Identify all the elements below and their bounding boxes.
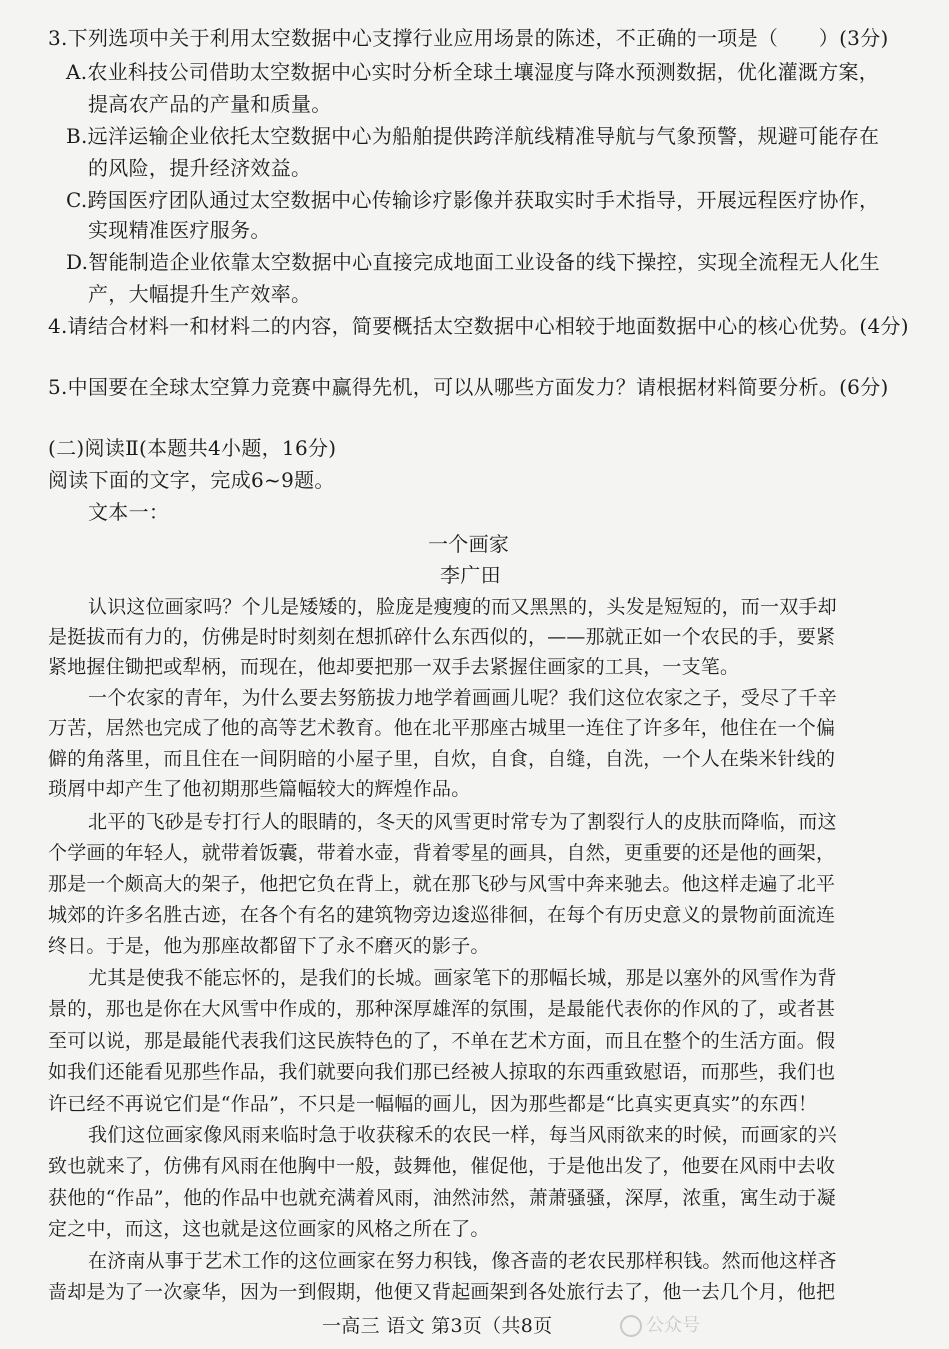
article-line: 城郊的许多名胜古迹，在各个有名的建筑物旁边逡巡徘徊，在每个有历史意义的景物前面流连 xyxy=(48,904,836,926)
watermark xyxy=(620,1311,700,1337)
text-label: 文本一： xyxy=(88,500,170,524)
article-line: 那是一个颇高大的架子，他把它负在背上，就在那飞砂与风雪中奔来驰去。他这样走遍了北平 xyxy=(48,873,836,895)
q3-stem: 3.下列选项中关于利用太空数据中心支撑行业应用场景的陈述，不正确的一项是（ ）(3分) xyxy=(48,26,889,50)
article-author: 李广田 xyxy=(440,563,501,587)
q3-option-a-line1: A.农业科技公司借助太空数据中心实时分析全球土壤湿度与降水预测数据，优化灌溉方案， xyxy=(66,60,880,84)
article-line: 终日。于是，他为那座故都留下了永不磨灭的影子。 xyxy=(48,935,490,957)
section-heading: (二)阅读Ⅱ(本题共4小题，16分) xyxy=(48,436,337,460)
article-line: 我们这位画家像风雨来临时急于收获稼禾的农民一样，每当风雨欲来的时候，而画家的兴 xyxy=(88,1124,837,1146)
q4-stem: 4.请结合材料一和材料二的内容，简要概括太空数据中心相较于地面数据中心的核心优势。(4分) xyxy=(48,314,909,338)
article-line: 致也就来了，仿佛有风雨在他胸中一般，鼓舞他，催促他，于是他出发了，他要在风雨中去收 xyxy=(48,1155,836,1177)
article-line: 一个农家的青年，为什么要去努筋拔力地学着画画儿呢？我们这位农家之子，受尽了千辛 xyxy=(88,687,837,709)
article-line: 尤其是使我不能忘怀的，是我们的长城。画家笔下的那幅长城，那是以塞外的风雪作为背 xyxy=(88,967,837,989)
q3-option-d-line2: 产，大幅提升生产效率。 xyxy=(88,282,312,306)
q3-option-b-line1: B.远洋运输企业依托太空数据中心为船舶提供跨洋航线精准导航与气象预警，规避可能存在 xyxy=(66,124,880,148)
article-line: 在济南从事于艺术工作的这位画家在努力积钱，像吝啬的老农民那样积钱。然而他这样吝 xyxy=(88,1250,837,1272)
article-line: 北平的飞砂是专打行人的眼睛的，冬天的风雪更时常专为了割裂行人的皮肤而降临，而这 xyxy=(88,811,837,833)
section-instruction: 阅读下面的文字，完成6~9题。 xyxy=(48,468,335,492)
article-line: 万苦，居然也完成了他的高等艺术教育。他在北平那座古城里一连住了许多年，他住在一个偏 xyxy=(48,717,836,739)
q3-option-c-line2: 实现精准医疗服务。 xyxy=(88,218,271,242)
q3-option-c-line1: C.跨国医疗团队通过太空数据中心传输诊疗影像并获取实时手术指导，开展远程医疗协作， xyxy=(66,188,880,212)
article-line: 至可以说，那是最能代表我们这民族特色的了，不单在艺术方面，而且在整个的生活方面。假 xyxy=(48,1030,836,1052)
article-line: 如我们还能看见那些作品，我们就要向我们那已经被人掠取的东西重致慰语，而那些，我们也 xyxy=(48,1061,836,1083)
q3-option-d-line1: D.智能制造企业依靠太空数据中心直接完成地面工业设备的线下操控，实现全流程无人化生 xyxy=(66,250,880,274)
article-line: 是挺拔而有力的，仿佛是时时刻刻在想抓碎什么东西似的，——那就正如一个农民的手，要紧 xyxy=(48,626,836,648)
watermark-text: 公众号 xyxy=(646,1315,700,1336)
article-line: 景的，那也是你在大风雪中作成的，那种深厚雄浑的氛围，是最能代表你的作风的了，或者甚 xyxy=(48,998,836,1020)
article-line: 个学画的年轻人，就带着饭囊，带着水壶，背着零星的画具，自然，更重要的还是他的画架， xyxy=(48,842,836,864)
article-line: 琐屑中却产生了他初期那些篇幅较大的辉煌作品。 xyxy=(48,778,471,800)
wechat-icon xyxy=(620,1315,642,1337)
page-footer: 一高三 语文 第3页（共8页 xyxy=(322,1315,553,1337)
article-title: 一个画家 xyxy=(428,532,510,556)
article-line: 认识这位画家吗？个儿是矮矮的，脸庞是瘦瘦的而又黑黑的，头发是短短的，而一双手却 xyxy=(88,596,837,618)
q5-stem: 5.中国要在全球太空算力竞赛中赢得先机，可以从哪些方面发力？请根据材料简要分析。(6分) xyxy=(48,375,889,399)
article-line: 获他的“作品”，他的作品中也就充满着风雨，油然沛然，萧萧骚骚，深厚，浓重，寓生动于凝 xyxy=(48,1187,836,1209)
article-line: 啬却是为了一次豪华，因为一到假期，他便又背起画架到各处旅行去了，他一去几个月，他把 xyxy=(48,1281,836,1303)
article-line: 僻的角落里，而且住在一间阴暗的小屋子里，自炊，自食，自缝，自洗，一个人在柴米针线的 xyxy=(48,748,836,770)
q3-option-a-line2: 提高农产品的产量和质量。 xyxy=(88,92,332,116)
q3-option-b-line2: 的风险，提升经济效益。 xyxy=(88,156,312,180)
article-line: 许已经不再说它们是“作品”，不只是一幅幅的画儿，因为那些都是“比真实更真实”的东西！ xyxy=(48,1093,818,1115)
article-line: 紧地握住锄把或犁柄，而现在，他却要把那一双手去紧握住画家的工具，一支笔。 xyxy=(48,656,740,678)
article-line: 定之中，而这，这也就是这位画家的风格之所在了。 xyxy=(48,1218,490,1240)
